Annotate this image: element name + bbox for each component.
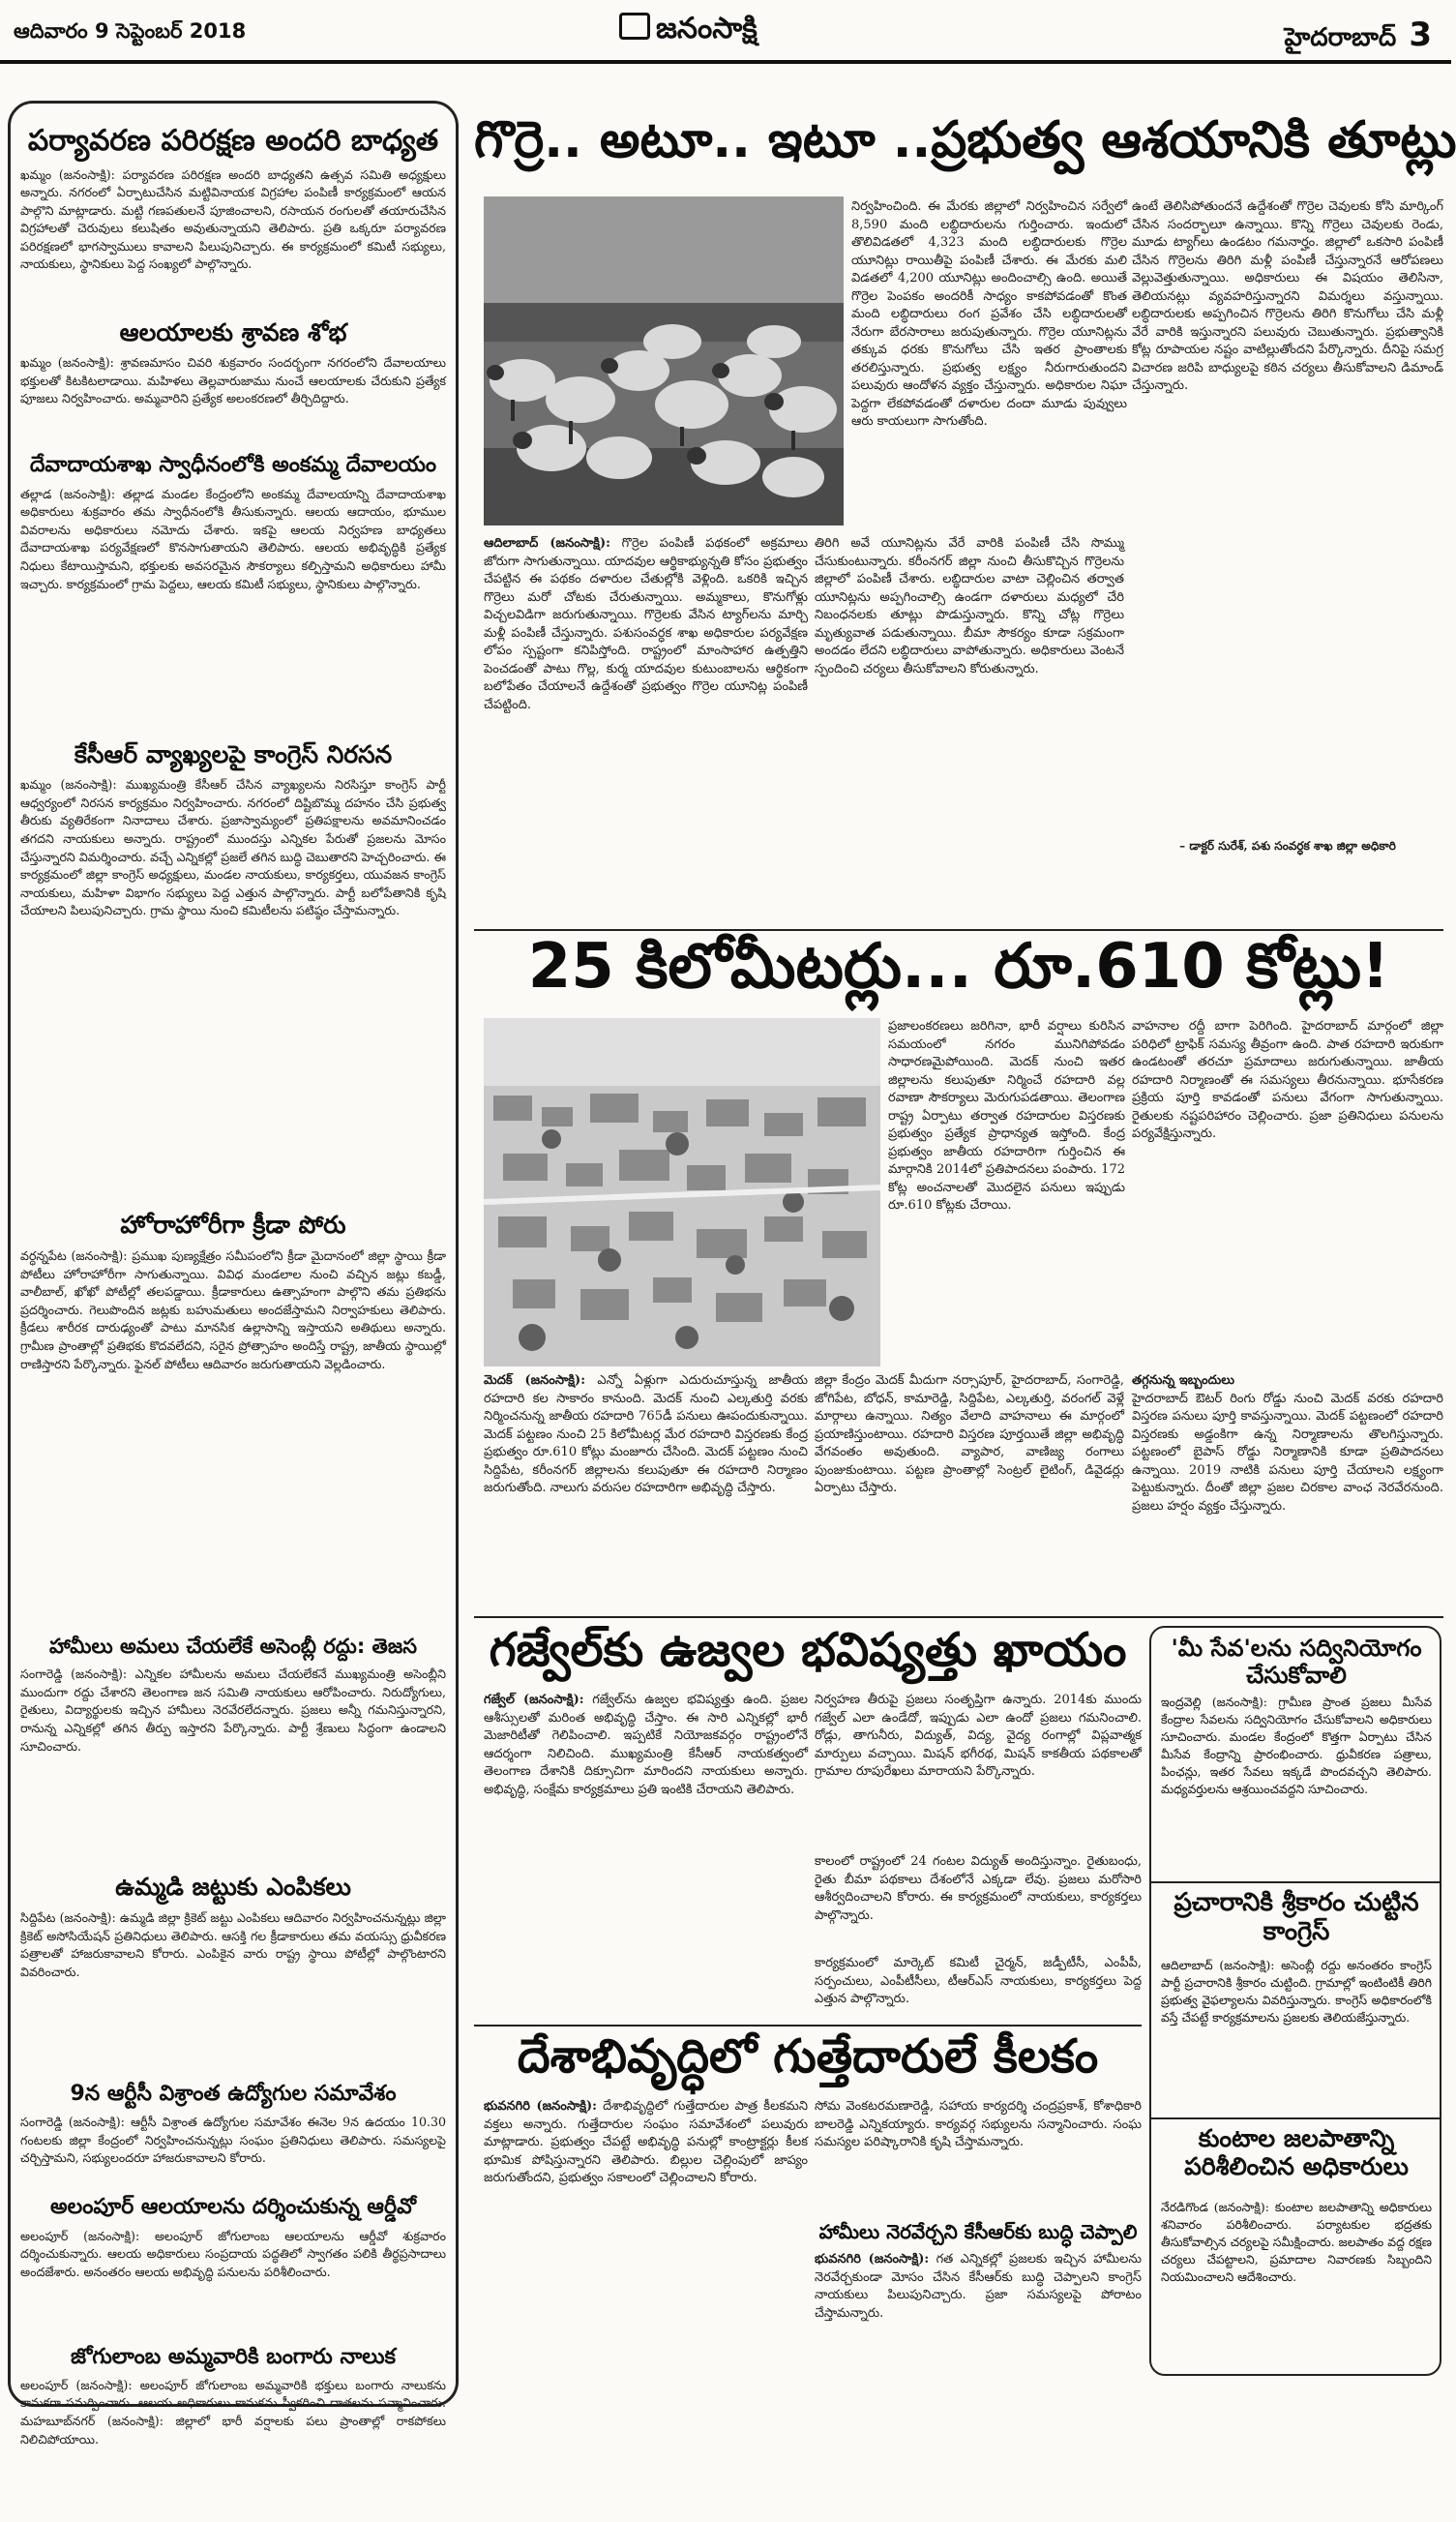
story1-dateline: ఆదిలాబాద్‌ (జనంసాక్షి):: [484, 536, 610, 551]
story1-column: [484, 535, 808, 922]
box-body: ఆదిలాబాద్‌ (జనంసాక్షి): అసెంబ్లీ రద్దు అనంతరం కాంగ్రెస్‌ పార్టీ ప్రచారానికి శ్రీకారం చుట్టింది. గ్రామాల్లో ఇంటింటికీ తిరిగి ప్రభుత్వ వైఫల్యాలను వివరిస్తున్నారు. కాంగ్రెస్‌ అధికారంలోకి వస్తే చేపట్టే కార్యక్రమాలను ప్రజలకు తెలియజేస్తున్నారు.: [1161, 1958, 1432, 2025]
left-article-body: అలంపూర్‌ (జనంసాక్షి): అలంపూర్‌ జోగులాంబ అమ్మవారికి భక్తులు బంగారు నాలుకను కానుకగా సమర్పించారు. ఆలయ అధికారులు కానుకను స్వీకరించి దాతలను సన్మానించారు. మహబూబ్‌నగర్‌ (జనంసాక్షి): జిల్లాలో భారీ వర్షాలకు పలు ప్రాంతాల్లో రాకపోకలు నిలిచిపోయాయి.: [20, 2377, 446, 2447]
box-divider: [1151, 1881, 1440, 1883]
left-article-body: వర్ధన్నపేట (జనంసాక్షి): ప్రముఖ పుణ్యక్షేత్రం సమీపంలోని క్రీడా మైదానంలో జిల్లా స్థాయి క్రీడా పోటీలు హోరాహోరీగా సాగుతున్నాయి. వివిధ మండలాల నుంచి వచ్చిన జట్లు కబడ్డీ, వాలీబాల్‌, ఖోఖో పోటీల్లో తలపడ్డాయి. క్రీడాకారులు ఉత్సాహంగా పాల్గొని తమ ప్రతిభను ప్రదర్శించారు. గెలుపొందిన జట్లకు బహుమతులు అందజేస్తామని నిర్వాహకులు తెలిపారు. క్రీడలు శారీరక దారుఢ్యంతో పాటు మానసిక ఉల్లాసాన్ని ఇస్తాయని అతిథులు అన్నారు. గ్రామీణ ప్రాంతాల్లో ప్రతిభకు కొదవలేదని, సరైన ప్రోత్సాహం అందిస్తే రాష్ట్ర, జాతీయ స్థాయిల్లో రాణిస్తారని పేర్కొన్నారు. ఫైనల్‌ పోటీలు ఆదివారం జరుగుతాయని వెల్లడించారు.: [20, 1248, 446, 1371]
story2-column: [1132, 1372, 1443, 1609]
left-article-body: అలంపూర్‌ (జనంసాక్షి): అలంపూర్‌ జోగులాంబ ఆలయాలను ఆర్డీవో శుక్రవారం దర్శించుకున్నారు. ఆలయ అధికారులు సంప్రదాయ పద్ధతిలో స్వాగతం పలికి తీర్థప్రసాదాలు అందజేశారు. అనంతరం ఆలయ అభివృద్ధి పనులను పరిశీలించారు.: [20, 2228, 446, 2279]
story3-column: కాలంలో రాష్ట్రంలో 24 గంటల విద్యుత్‌ అందిస్తున్నాం. రైతుబంధు, రైతు బీమా పథకాలు దేశంలోనే ఎక్కడా లేవు. ప్రజలు మరోసారి ఆశీర్వదించాలని కోరారు. ఈ కార్యక్రమంలో నాయకులు, కార్యకర్తలు పాల్గొన్నారు.: [815, 1854, 1142, 1923]
story4-sub-text: గత ఎన్నికల్లో ప్రజలకు ఇచ్చిన హామీలను నెరవేర్చకుండా మోసం చేసిన కేసీఆర్‌కు బుద్ధి చెప్పాలని కాంగ్రెస్‌ నాయకులు పిలుపునిచ్చారు. ప్రజా సమస్యలపై పోరాటం చేస్తామన్నారు.: [815, 2252, 1142, 2321]
left-article-body: తల్లాడ (జనంసాక్షి): తల్లాడ మండల కేంద్రంలోని అంకమ్మ దేవాలయాన్ని దేవాదాయశాఖ అధికారులు శుక్రవారం తమ స్వాధీనంలోకి తీసుకున్నారు. ఆలయ ఆదాయం, భూముల వివరాలను అధికారులు నమోదు చేశారు. ఇకపై ఆలయ నిర్వహణ బాధ్యతలు దేవాదాయశాఖ పర్యవేక్షణలో కొనసాగుతాయని తెలిపారు. ఆలయ అభివృద్ధికి ప్రత్యేక నిధులు కేటాయిస్తామని, భక్తులకు అవసరమైన సౌకర్యాలు కల్పిస్తామని అధికారులు హామీ ఇచ్చారు. కార్యక్రమంలో గ్రామ పెద్దలు, ఆలయ కమిటీ సభ్యులు, స్థానికులు పాల్గొన్నారు.: [20, 486, 446, 591]
story2-dateline: మెదక్‌ (జనంసాక్షి):: [484, 1373, 586, 1388]
left-article-heading: జోగులాంబ అమ్మవారికి బంగారు నాలుక: [71, 2344, 396, 2369]
sheep-herd-photo: [484, 196, 844, 525]
edition-city-label: హైదరాబాద్‌: [1284, 23, 1397, 52]
left-article-heading: 9న ఆర్టీసీ విశ్రాంత ఉద్యోగుల సమావేశం: [70, 2081, 397, 2106]
left-article-heading: ఆలయాలకు శ్రావణ శోభ: [119, 317, 347, 346]
sheep-photo-graphic: [484, 196, 844, 525]
story3-column: కార్యక్రమంలో మార్కెట్‌ కమిటీ చైర్మన్‌, జడ్పీటీసీ, ఎంపీపీ, సర్పంచులు, ఎంపీటీసీలు, టీఆర్‌ఎస్‌ నాయకులు, కార్యకర్తలు పెద్ద ఎత్తున పాల్గొన్నారు.: [815, 1956, 1142, 2006]
left-article-heading: కేసీఆర్‌ వ్యాఖ్యలపై కాంగ్రెస్‌ నిరసన: [74, 739, 393, 768]
story3-column: [484, 1692, 808, 2021]
box-heading: ప్రచారానికి శ్రీకారం చుట్టిన కాంగ్రెస్‌: [1174, 1888, 1419, 1946]
left-article-heading: హోరాహోరీగా క్రీడా పోరు: [120, 1211, 346, 1240]
story2-subheading: తగ్గనున్న ఇబ్బందులు: [1132, 1373, 1234, 1388]
story2-col3-text: ఎన్నో ఏళ్లుగా ఎదురుచూస్తున్న జాతీయ రహదారి కల సాకారం కానుంది. మెదక్‌ నుంచి ఎల్కతుర్తి వరకు నిర్మించనున్న జాతీయ రహదారి 765డీ పనులు ఊపందుకున్నాయి. మెదక్‌ పట్టణం నుంచి 25 కిలోమీటర్ల మేర రహదారి విస్తరణకు కేంద్ర ప్రభుత్వం రూ.610 కోట్లు మంజూరు చేసింది. మెదక్‌ పట్టణం నుంచి సిద్దిపేట, కరీంనగర్‌ జిల్లాలను కలుపుతూ ఈ రహదారి నిర్మాణం జరుగుతోంది. నాలుగు వరుసల రహదారిగా అభివృద్ధి చేస్తారు.: [484, 1373, 808, 1495]
divider-rule: [474, 2025, 1142, 2027]
story2-column: వాహనాల రద్దీ బాగా పెరిగింది. హైదరాబాద్‌ మార్గంలో జిల్లా పరిధిలో ట్రాఫిక్‌ సమస్య తీవ్రంగా ఉంది. పాత రహదారి ఇరుకుగా ఉండటంతో తరచూ ప్రమాదాలు జరుగుతున్నాయి. జాతీయ రహదారి నిర్మాణంతో ఈ సమస్యలు తీరనున్నాయి. భూసేకరణ ప్రక్రియ పూర్తి కావడంతో పనులు వేగంగా సాగుతున్నాయి. రైతులకు నష్టపరిహారం చెల్లించారు. ప్రజా ప్రతినిధులు పనులను పర్యవేక్షిస్తున్నారు.: [1132, 1019, 1443, 1141]
divider-rule: [474, 1616, 1443, 1618]
left-article-body: సంగారెడ్డి (జనంసాక్షి): ఎన్నికల హామీలను అమలు చేయలేకనే ముఖ్యమంత్రి అసెంబ్లీని ముందుగా రద్దు చేశారని తెలంగాణ జన సమితి నాయకులు ఆరోపించారు. నిరుద్యోగులు, రైతులు, విద్యార్థులకు ఇచ్చిన హామీలు నెరవేరలేదన్నారు. ప్రజలు అన్నీ గమనిస్తున్నారని, రానున్న ఎన్నికల్లో తగిన తీర్పు ఇస్తారని పేర్కొన్నారు. పార్టీ శ్రేణులు సిద్ధంగా ఉండాలని సూచించారు.: [20, 1666, 446, 1754]
left-article-heading: హామీలు అమలు చేయలేకే అసెంబ్లీ రద్దు: తెజస: [49, 1635, 417, 1659]
left-article-heading: పర్యావరణ పరిరక్షణ అందరి బాధ్యత: [27, 124, 439, 158]
left-article-heading: ఉమ్మడి జట్టుకు ఎంపికలు: [115, 1873, 351, 1902]
edition-city: [1284, 15, 1432, 58]
masthead: [0, 0, 1451, 64]
story1-headline: గొర్రె.. అటూ.. ఇటూ ..ప్రభుత్వ ఆశయానికి తూట్లు: [474, 111, 1456, 169]
issue-date: ఆదివారం 9 సెప్టెంబర్‌ 2018: [14, 19, 247, 43]
story2-col5-text: హైదరాబాద్‌ ఔటర్‌ రింగు రోడ్డు నుంచి మెదక్‌ వరకు రహదారి విస్తరణ పనులు పూర్తి కావస్తున్నాయి. మెదక్‌ పట్టణంలో రహదారి విస్తరణకు అడ్డంకిగా ఉన్న నిర్మాణాలను తొలగిస్తున్నారు. పట్టణంలో బైపాస్‌ రోడ్డు నిర్మాణానికి కూడా ప్రతిపాదనలు ఉన్నాయి. 2019 నాటికి పనులు పూర్తి చేయాలని లక్ష్యంగా పెట్టుకున్నారు. దీంతో జిల్లా ప్రజల చిరకాల వాంఛ నెరవేరనుంది. ప్రజలు హర్షం వ్యక్తం చేస్తున్నారు.: [1132, 1391, 1443, 1514]
logo-emblem-icon: [619, 13, 650, 40]
story1-column: తిరిగి అవే యూనిట్లను వేరే వారికి పంపిణీ చేసి సొమ్ము చేసుకుంటున్నారు. కరీంనగర్‌ జిల్లా నుంచి తీసుకొచ్చిన గొర్రెలను జిల్లాలో పంపిణీ చేశారు. లబ్ధిదారుల వాటా చెల్లించిన తర్వాత యూనిట్లను అప్పగించాల్సి ఉండగా దళారులు మధ్యలో చేరి నిబంధనలకు తూట్లు పొడుస్తున్నారు. కొన్ని చోట్ల గొర్రెలు మృత్యువాత పడుతున్నాయి. బీమా సౌకర్యం కూడా సక్రమంగా అందడం లేదని లబ్ధిదారులు వాపోతున్నారు. అధికారులు వెంటనే స్పందించి చర్యలు తీసుకోవాలని కోరుతున్నారు.: [815, 536, 1124, 676]
story3-col1-text: గజ్వేల్‌ను ఉజ్వల భవిష్యత్తు ఉంది. ప్రజల ఆశీస్సులతో మరింత అభివృద్ధి చేస్తాం. ఈ సారి ఎన్నికల్లో భారీ మెజారిటీతో గెలిపించాలి. ఇప్పటికే నియోజకవర్గం రాష్ట్రంలోనే ఆదర్శంగా నిలిచింది. ముఖ్యమంత్రి కేసీఆర్‌ నాయకత్వంలో తెలంగాణ దేశానికి దిక్సూచిగా మారిందని నాయకులు అన్నారు. అభివృద్ధి, సంక్షేమ కార్యక్రమాలు ప్రతి ఇంటికి చేరాయని తెలిపారు.: [484, 1693, 808, 1797]
story3-headline: గజ్వేల్‌కు ఉజ్వల భవిష్యత్తు ఖాయం: [489, 1623, 1127, 1677]
box-body: ఇంద్రవెల్లి (జనంసాక్షి): గ్రామీణ ప్రాంత ప్రజలు మీసేవ కేంద్రాల సేవలను సద్వినియోగం చేసుకోవాలని అధికారులు సూచించారు. మండల కేంద్రంలో కొత్తగా ఏర్పాటు చేసిన మీసేవ కేంద్రాన్ని ప్రారంభించారు. ధ్రువీకరణ పత్రాలు, పింఛన్లు, ఇతర సేవలు ఇక్కడే పొందవచ్చని తెలిపారు. మధ్యవర్తులను ఆశ్రయించవద్దని సూచించారు.: [1161, 1695, 1432, 1796]
story2-column: ప్రజాలంకరణలు జరిగినా, భారీ వర్షాలు కురిసిన సమయంలో నగరం మునిగిపోవడం సాధారణమైపోయింది. మెదక్‌ నుంచి ఇతర జిల్లాలను కలుపుతూ నిర్మించే రహదారి వల్ల రవాణా సౌకర్యాలు మెరుగుపడతాయి. తెలంగాణ రాష్ట్ర ఏర్పాటు తర్వాత రహదారుల విస్తరణకు ప్రభుత్వం ప్రత్యేక ప్రాధాన్యత ఇస్తోంది. కేంద్ర ప్రభుత్వం జాతీయ రహదారిగా గుర్తించిన ఈ మార్గానికి 2014లో ప్రతిపాదనలు పంపారు. 172 కోట్ల అంచనాలతో మొదలైన పనులు ఇప్పుడు రూ.610 కోట్లకు చేరాయి.: [888, 1019, 1125, 1213]
left-article-heading: దేవాదాయశాఖ స్వాధీనంలోకి అంకమ్మ దేవాలయం: [29, 453, 437, 478]
story2-column: [484, 1372, 808, 1609]
story4-sub-body: [815, 2251, 1142, 2406]
story4-column: సోమ వెంకటరమణారెడ్డి, సహాయ కార్యదర్శి చంద్రప్రకాశ్‌, కోశాధికారి బాలరెడ్డి ఎన్నికయ్యారు. కార్యవర్గ సభ్యులను సన్మానించారు. సంఘ సమస్యల పరిష్కారానికి కృషి చేస్తామన్నారు.: [815, 2099, 1142, 2149]
newspaper-logo: [619, 12, 758, 52]
story4-dateline: భువనగిరి (జనంసాక్షి):: [484, 2099, 597, 2114]
story1-column: ఉంటే తెలిసిపోతుందనే ఉద్దేశంతో గొర్రెల చెవులకు కోసి మార్కింగ్‌ చేసిన సందర్భాలూ ఉన్నాయి. కొన్ని గొర్రెలు చెవులకు రెండు, మూడు ట్యాగ్‌లు ఉండటం గమనార్హం. జిల్లాలో ఒకసారి పంపిణీ చేసిన గొర్రెలను తిరిగి మళ్లీ పంపిణీ చేస్తున్నారనే ఆరోపణలు వెల్లువెత్తుతున్నాయి. అధికారులు ఈ విషయం తెలిసినా, తెలియనట్లు వ్యవహరిస్తున్నారని విమర్శలు వస్తున్నాయి. లబ్ధిదారులకు అప్పగించిన గొర్రెలను తిరిగి కొనుగోలు చేసి మళ్లీ వేరే వారికి ఇస్తున్నారని పలువురు చెబుతున్నారు. ప్రభుత్వానికి కోట్ల రూపాయల నష్టం వాటిల్లుతోందని పేర్కొన్నారు. దీనిపై సమగ్ర విచారణ జరిపి బాధ్యులపై కఠిన చర్యలు తీసుకోవాలని డిమాండ్‌ చేస్తున్నారు.: [1132, 199, 1443, 393]
right-news-box: [1149, 1626, 1441, 2376]
left-article-body: సంగారెడ్డి (జనంసాక్షి): ఆర్టీసీ విశ్రాంత ఉద్యోగుల సమావేశం ఈనెల 9న ఉదయం 10.30 గంటలకు జిల్లా కేంద్రంలో నిర్వహించనున్నట్లు సంఘం ప్రతినిధులు తెలిపారు. సమస్యలపై చర్చిస్తామని, సభ్యులందరూ హాజరుకావాలని కోరారు.: [20, 2115, 446, 2166]
story4-column: [484, 2098, 808, 2408]
left-article-body: సిద్దిపేట (జనంసాక్షి): ఉమ్మడి జిల్లా క్రికెట్‌ జట్టు ఎంపికలు ఆదివారం నిర్వహించనున్నట్లు జిల్లా క్రికెట్‌ అసోసియేషన్‌ ప్రతినిధులు తెలిపారు. ఆసక్తి గల క్రీడాకారులు తమ వయస్సు ధ్రువీకరణ పత్రాలతో హాజరుకావాలని కోరారు. ఎంపికైన వారు రాష్ట్ర స్థాయి పోటీల్లో పాల్గొంటారని వివరించారు.: [20, 1909, 446, 1979]
story1-quote-credit: – డాక్టర్‌ సురేశ్‌, పశు సంవర్ధక శాఖ జిల్లా అధికారి: [1132, 837, 1443, 856]
story4-sub-dateline: భువనగిరి (జనంసాక్షి):: [815, 2252, 930, 2267]
story3-dateline: గజ్వేల్‌ (జనంసాక్షి):: [484, 1693, 584, 1707]
left-article-body: ఖమ్మం (జనంసాక్షి): ముఖ్యమంత్రి కేసీఆర్‌ చేసిన వ్యాఖ్యలను నిరసిస్తూ కాంగ్రెస్‌ పార్టీ ఆధ్వర్యంలో నిరసన కార్యక్రమం నిర్వహించారు. నగరంలో దిష్టిబొమ్మ దహనం చేసి ప్రభుత్వ తీరుకు వ్యతిరేకంగా నినాదాలు చేశారు. ప్రజాస్వామ్యంలో ప్రతిపక్షాలను అవమానించడం తగదని నాయకులు అన్నారు. రాష్ట్రంలో ముందస్తు ఎన్నికల పేరుతో ప్రజలను మోసం చేస్తున్నారని విమర్శించారు. వచ్చే ఎన్నికల్లో ప్రజలే తగిన బుద్ధి చెబుతారని హెచ్చరించారు. ఈ కార్యక్రమంలో జిల్లా కాంగ్రెస్‌ అధ్యక్షులు, మండల నాయకులు, కార్యకర్తలు, యువజన కాంగ్రెస్‌ నాయకులు, మహిళా విభాగం సభ్యులు పెద్ద ఎత్తున పాల్గొన్నారు. పార్టీ బలోపేతానికి కృషి చేయాలని పిలుపునిచ్చారు. గ్రామ స్థాయి నుంచి కమిటీలను పటిష్ఠం చేస్తామన్నారు.: [20, 777, 446, 918]
left-article-heading: అలంపూర్‌ ఆలయాలను దర్శించుకున్న ఆర్డీవో: [50, 2195, 416, 2220]
box-body: నేరడిగొండ (జనంసాక్షి): కుంటాల జలపాతాన్ని అధికారులు శనివారం పరిశీలించారు. పర్యాటకుల భద్రతకు తీసుకోవాల్సిన చర్యలపై సమీక్షించారు. జలపాతం వద్ద రక్షణ చర్యలు చేపట్టాలని, ప్రమాదాల నివారణకు సిబ్బందిని నియమించాలని ఆదేశించారు.: [1161, 2200, 1432, 2284]
left-news-column: [8, 101, 459, 2447]
logo-text: జనంసాక్షి: [656, 12, 758, 45]
story4-col1-text: దేశాభివృద్ధిలో గుత్తేదారుల పాత్ర కీలకమని వక్తలు అన్నారు. గుత్తేదారుల సంఘం సమావేశంలో పలువురు మాట్లాడారు. ప్రభుత్వం చేపట్టే అభివృద్ధి పనుల్లో కాంట్రాక్టర్లు కీలక భూమిక పోషిస్తున్నారని తెలిపారు. బిల్లుల చెల్లింపులో జాప్యం జరుగుతోందని, ప్రభుత్వం సకాలంలో చెల్లించాలని కోరారు.: [484, 2099, 808, 2185]
story4-headline: దేశాభివృద్ధిలో గుత్తేదారులే కీలకం: [517, 2029, 1099, 2084]
box-heading: 'మీ సేవ'లను సద్వినియోగం చేసుకోవాలి: [1171, 1635, 1422, 1689]
left-article-body: ఖమ్మం (జనంసాక్షి): పర్యావరణ పరిరక్షణ అందరి బాధ్యతని ఉత్సవ సమితి అధ్యక్షులు అన్నారు. నగరంలో ఏర్పాటుచేసిన మట్టివినాయక విగ్రహాల పంపిణీ కార్యక్రమంలో ఆయన పాల్గొని మాట్లాడారు. మట్టి గణపతులనే పూజించాలని, రసాయన రంగులతో తయారుచేసిన విగ్రహాలతో చెరువులు కలుషితం అవుతున్నాయని తెలిపారు. ప్రతి ఒక్కరూ పర్యావరణ పరిరక్షణలో భాగస్వాములు కావాలని పిలుపునిచ్చారు. ఈ కార్యక్రమంలో కమిటీ సభ్యులు, నాయకులు, స్థానికులు పెద్ద సంఖ్యలో పాల్గొన్నారు.: [20, 166, 446, 272]
story2-headline: 25 కిలోమీటర్లు... రూ.610 కోట్లు!: [527, 931, 1390, 1003]
box-heading: కుంటాల జలపాతాన్ని పరిశీలించిన అధికారులు: [1184, 2124, 1409, 2180]
story1-column: నిర్వహించింది. ఈ మేరకు జిల్లాలో నిర్వహించిన సర్వేలో 8,590 మంది లబ్ధిదారులను గుర్తించారు. ఇందులో తొలివిడతలో 4,323 మంది లబ్ధిదారులకు గొర్రెల యూనిట్లు రాయితీపై పంపిణీ చేశారు. ఈ మేరకు మలి విడతలో 4,200 యూనిట్లు అందించాల్సి ఉంది. అయితే గొర్రెల పెంపకం అందరికీ సాధ్యం కాకపోవడంతో కొంత మంది లబ్ధిదారులు రంగ ప్రవేశం చేసి లబ్ధిదారులతో నేరుగా బేరసారాలు జరుపుతున్నారు. గొర్రెల యూనిట్లను తక్కువ ధరకు కొనుగోలు చేసి ఇతర ప్రాంతాలకు తరలిస్తున్నారు. ప్రభుత్వ లక్ష్యం నీరుగారుతుందని పలువురు ఆందోళన వ్యక్తం చేస్తున్నారు. అధికారుల నిఘా పెద్దగా లేకపోవడంతో దళారుల దందా మూడు పువ్వులు ఆరు కాయలుగా సాగుతోంది.: [851, 199, 1127, 429]
aerial-town-photo: [484, 1018, 880, 1366]
story4-subheading: హామీలు నెరవేర్చని కేసీఆర్‌కు బుద్ధి చెప్పాలి: [818, 2220, 1138, 2243]
story2-column: జిల్లా కేంద్రం మెదక్‌ మీదుగా నర్సాపూర్‌, హైదరాబాద్‌, సంగారెడ్డి, జోగిపేట, బోధన్‌, కామారెడ్డి, సిద్దిపేట, ఎల్కతుర్తి, వరంగల్‌ వెళ్లే మార్గాలు ఉన్నాయి. నిత్యం వేలాది వాహనాలు ఈ మార్గంలో ప్రయాణిస్తుంటాయి. రహదారి విస్తరణ పూర్తయితే జిల్లా అభివృద్ధి వేగవంతం అవుతుంది. వ్యాపార, వాణిజ్య రంగాలు పుంజుకుంటాయి. పట్టణ ప్రాంతాల్లో సెంట్రల్‌ లైటింగ్‌, డివైడర్లు ఏర్పాటు చేస్తారు.: [815, 1373, 1124, 1495]
box-divider: [1151, 2117, 1440, 2119]
aerial-photo-graphic: [484, 1018, 880, 1366]
story3-column: నిర్వహణ తీరుపై ప్రజలు సంతృప్తిగా ఉన్నారు. 2014కు ముందు గజ్వేల్‌ ఎలా ఉండేదో, ఇప్పుడు ఎలా ఉందో ప్రజలు గమనించాలి. రోడ్లు, తాగునీరు, విద్యుత్‌, విద్య, వైద్య రంగాల్లో విప్లవాత్మక మార్పులు వచ్చాయి. మిషన్‌ భగీరథ, మిషన్‌ కాకతీయ పథకాలతో గ్రామాల రూపురేఖలు మారాయని పేర్కొన్నారు.: [815, 1693, 1142, 1779]
story1-col3-text: గొర్రెల పంపిణీ పథకంలో అక్రమాలు జోరుగా సాగుతున్నాయి. యాదవుల ఆర్థికాభ్యున్నతి కోసం ప్రభుత్వం చేపట్టిన ఈ పథకం దళారుల చేతుల్లోకి వెళ్లింది. ఒకరికి ఇచ్చిన గొర్రెలు మరో చోటకు చేరుతున్నాయి. అమ్మకాలు, కొనుగోళ్లు విచ్చలవిడిగా జరుగుతున్నాయి. గొర్రెలకు వేసిన ట్యాగ్‌లను మార్చి మళ్లీ పంపిణీ చేస్తున్నారు. పశుసంవర్ధక శాఖ అధికారుల పర్యవేక్షణ లోపం స్పష్టంగా కనిపిస్తోంది. రాష్ట్రంలో మాంసాహార ఉత్పత్తిని పెంచడంతో పాటు గొల్ల, కుర్మ యాదవుల కుటుంబాలను ఆర్థికంగా బలోపేతం చేయాలనే ఉద్దేశంతో ప్రభుత్వం గొర్రెల యూనిట్ల పంపిణీ చేపట్టింది.: [484, 536, 808, 712]
page-number: 3: [1409, 15, 1432, 54]
left-article-body: ఖమ్మం (జనంసాక్షి): శ్రావణమాసం చివరి శుక్రవారం సందర్భంగా నగరంలోని దేవాలయాలు భక్తులతో కిటకిటలాడాయి. మహిళలు తెల్లవారుజాము నుంచే ఆలయాలకు చేరుకుని ప్రత్యేక పూజలు నిర్వహించారు. అమ్మవారిని ప్రత్యేక అలంకరణలో తీర్చిదిద్దారు.: [20, 355, 446, 406]
